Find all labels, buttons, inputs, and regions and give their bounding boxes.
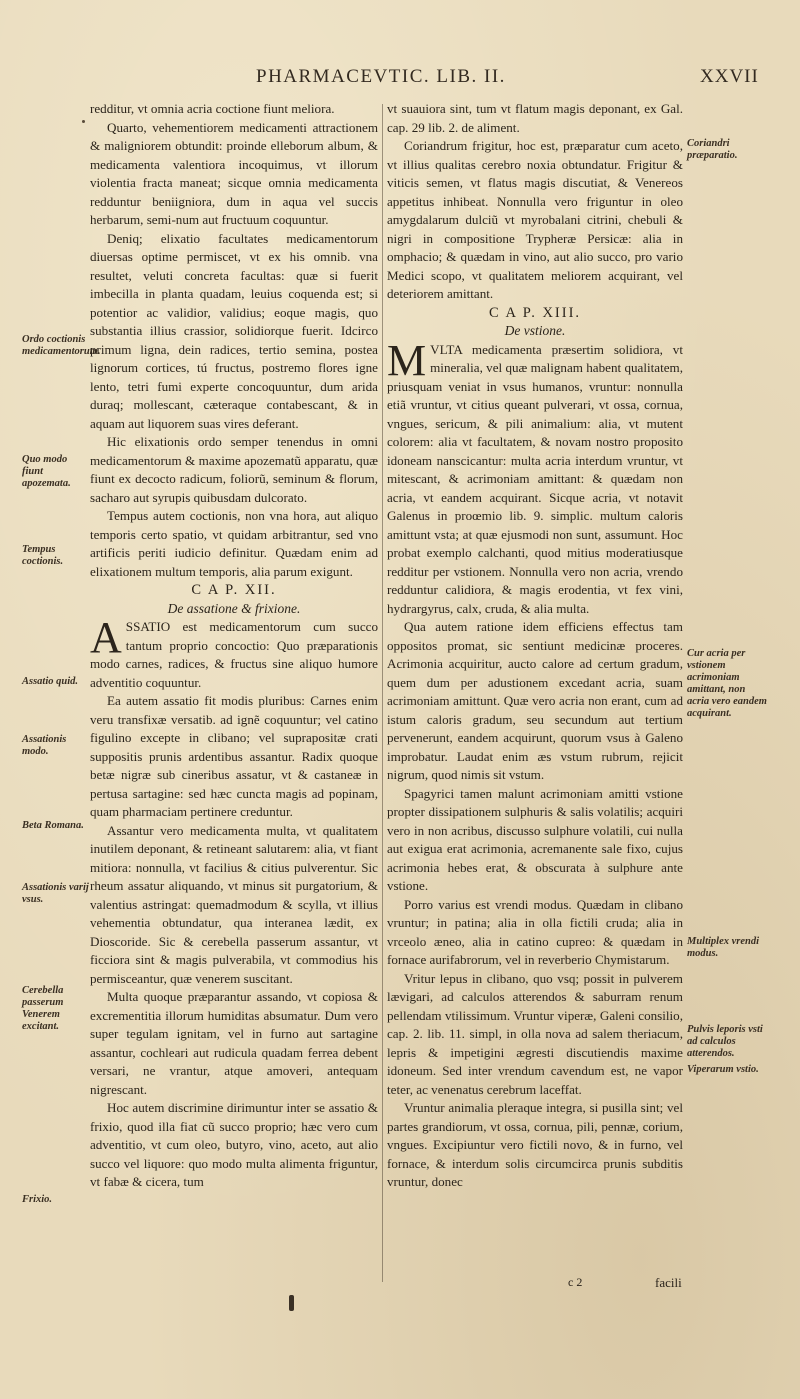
paragraph: vt suauiora sint, tum vt flatum magis deponant, ex Gal. cap. 29 lib. 2. de aliment. <box>387 101 683 135</box>
margin-note-varij: Assationis varij vsus. <box>22 882 89 905</box>
left-column <box>90 100 378 1192</box>
drop-capital: M <box>387 335 427 385</box>
ink-fleck <box>82 120 85 123</box>
paragraph: Vruntur animalia pleraque integra, si pusilla sint; vel partes grandiorum, vt ossa, cornua, pili, pennæ, corium, vngues. Excipiuntur vero fictili novo, & in furno, vel fornace, & interdum solis circumcirca prunis subditis vruntur, donec <box>387 1100 683 1189</box>
margin-note-viperarum: Viperarum vstio. <box>687 1064 759 1075</box>
paragraph: Coriandrum frigitur, hoc est, præparatur cum aceto, vt illius qualitas cerebro noxia obtundatur. Frigitur & viticis semen, vt flatus magis discutiat, & Venereos appetitus inhibeat. Nonnulla vero friguntur in oleo amygdalarum dulciũ vt myrobalani citrini, chebuli & nigri in compositione Trypheræ Persicæ: alia in omphacio; & quædam in vino, aut alio succo, pro vario Medici scopo, vt qualitatem meliorem acquirant, vel deteriorem amittant. <box>387 138 683 301</box>
paragraph-text: VLTA medicamenta præsertim solidiora, vt mineralia, vel quæ malignam habent qualitatem, priusquam veniat in vsus humanos, vruntur: nonnulla etiã vruntur, vt citius queant pulverari, vt ossa, cornua, vngues, sericum, & pili animalium: alia, vt mutent colorem: alia vt facultatem, & novam nostro proposito idoneam nanscicantur: multa acria interdum vruntur, vt mitescant, & acrimoniam amittant: & quædam non acria, vt eandem acquirant. Sicque acria, vt notavit Galenus in proœmio lib. 9. simplic. multum caloris amittunt vsta; at quæ ejusmodi non sunt, assumunt. Hoc probat exemplo calchanti, quod mitius moderatiusque redditur per vstionem. Nonnulla vero non acria, vrendo redduntur calidiora, & magis erodentia, vt fex vini, hydrargyrus, calx, cruda, & alia multa. <box>387 341 683 616</box>
running-title: PHARMACEVTIC. LIB. II. <box>256 66 506 87</box>
ink-mark <box>289 1295 294 1311</box>
chapter-heading: C A P. XIII. <box>488 304 582 321</box>
paragraph: Qua autem ratione idem efficiens effectus tam oppositos promat, sic sentiunt medicinæ proceres. Acrimonia acquiritur, aucto calore ad certum gradum, quem dum per adustionem excedant acria, suam acrimoniam amittunt. Quæ vero acria non erant, cum ad istum caloris gradum, seu secundum aut tertium pervenerunt, eandem acquirunt, quorum vsus à Galeno improbatur. Laudat enim æs vstum rubrum, rejicit nigrum, quod nimis sit vstum. <box>387 619 683 782</box>
margin-note-ordo: Ordo coctionis medicamentorum. <box>22 334 101 357</box>
drop-capital: A <box>90 613 122 662</box>
right-column <box>387 100 683 1192</box>
margin-note-pulvis: Pulvis leporis vsti ad calculos atterendos. <box>687 1024 763 1059</box>
margin-note-beta: Beta Romana. <box>22 820 84 831</box>
paragraph <box>387 335 683 619</box>
paragraph: Hoc autem discrimine dirimuntur inter se assatio & frixio, quod illa fiat cũ succo proprio; hæc vero cum adventitio, vt cum oleo, butyro, vino, aceto, aut alio succo vel liquore: quo modo multa alimenta friguntur, vt fabæ & cicera, tum <box>90 1100 378 1189</box>
column-divider <box>382 104 383 1282</box>
signature-mark: c 2 <box>568 1275 583 1289</box>
chapter-subtitle: De assatione & frixione. <box>167 600 301 616</box>
paragraph: Spagyrici tamen malunt acrimoniam amitti vstione propter dissipationem sulphuris & salis volatilis; acquiri vero in non acribus, discusso sulphure volatili, cui nulla aut exigua erat acrimonia, acremanente sale fixo, cujus acrimonia hebes erat, & obscurata à sulphure ante vstione. <box>387 785 683 893</box>
paragraph: redditur, vt omnia acria coctione fiunt meliora. <box>90 101 335 116</box>
paragraph: Multa quoque præparantur assando, vt copiosa & excrementitia illorum humiditas absumatur. Dum vero super tegulam ignitam, vel in furno aut sartagine assantur, cochleari aut rudicula quadam ferrea debent versari, ne vrantur, atque amoveri, antequam nigrescant. <box>90 989 378 1097</box>
margin-note-frixio: Frixio. <box>22 1194 53 1205</box>
folio-number: XXVII <box>700 66 759 87</box>
paragraph: Quarto, vehementiorem medicamenti attractionem & maligniorem obtundit: proinde elleborum album, & medicamenta valentiora incoquimus, vt illorum violentia fracta maneat; sicque omnia medicamenta redduntur beniigniora, dum in aqua vel succis herbarum, semi-num aut fructuum coquuntur. <box>90 119 378 227</box>
paragraph: Ea autem assatio fit modis pluribus: Carnes enim veru transfixæ versatib. ad ignẽ coquuntur; vel catino figulino excepte in clibano; vel suprapositæ crati suppositis prunis ardentibus assantur. Radix quoque betæ nigræ sub cineribus assatur, vt & castaneæ in pertusa sartagine: sed hæc cuncta magis ad popinam, quam pharmaciam pertinere creduntur. <box>90 693 378 819</box>
margin-note-curacria: Cur acria per vstionem acrimoniam amittant, non acria vero eandem acquirant. <box>687 648 767 719</box>
chapter-subtitle: De vstione. <box>504 323 566 338</box>
margin-note-quomodo: Quo modo fiunt apozemata. <box>22 454 71 489</box>
margin-note-coriandri: Coriandri præparatio. <box>687 138 738 161</box>
paragraph: Vritur lepus in clibano, quo vsq; possit in pulverem lævigari, ad calculos atterendos & saburram renum pellendam vtilissimum. Vruntur viperæ, Galeni consilio, cap. 2. lib. 11. simpl, in olla nova ad salem theriacum, lepris & impetigini ægresti discutiendis maxime idoneum. Sed inter vrendum cavendum est, ne vapor teter, ac venenatus cerebrum laceffat. <box>387 970 683 1097</box>
paragraph: Porro varius est vrendi modus. Quædam in clibano vruntur; in patina; alia in olla fictili cruda; alia in vrceolo æneo, alia in catino cupreo: & quædam in fornace aurifabrorum, vel in reverberio Chymistarum. <box>387 896 683 967</box>
paragraph <box>90 613 378 692</box>
margin-note-assationis: Assationis modo. <box>22 734 67 757</box>
catchword: facili <box>655 1275 682 1290</box>
margin-note-cerebella: Cerebella passerum Venerem excitant. <box>22 985 64 1032</box>
paragraph: Assantur vero medicamenta multa, vt qualitatem inutilem deponant, & retineant salutarem: alia, vt fiant mitiora: nonnulla, vt facilius & citius pulverentur. Sic rheum assatur aliquando, vt minus sit purgatorium, & valentius astringat: quemadmodum & scylla, vt illius vehementia obtundatur, qua interanea lædit, ex Dioscoride. Sic & cerebella passerum assantur, vt ficciora sint & magis pulverabila, vt commodius his permisceantur, quæ venerem suscitant. <box>90 822 378 986</box>
page-header <box>0 66 800 96</box>
chapter-heading: C A P. XII. <box>191 582 277 598</box>
paragraph: Tempus autem coctionis, non vna hora, aut aliquo temporis certo spatio, vt quidam arbitrantur, sed vno artificis periti iudicio definitur. Quædam enim ad elixationem multum temporis, alia parum exigunt. <box>90 508 378 579</box>
margin-note-multiplex: Multiplex vrendi modus. <box>687 936 760 959</box>
margin-note-assatio: Assatio quid. <box>22 676 79 687</box>
paragraph-text: SSATIO est medicamentorum cum succo tantum proprio concoctio: Quo præparationis modo carnes, radices, & fructus sine aliquo humore adventitio coquuntur. <box>90 619 378 690</box>
paragraph: Deniq; elixatio facultates medicamentorum diuersas optime permiscet, vt ex his omnib. vna resultet, veluti concreta facultas: quæ si fuerit imbecilla in planta quadam, leuius coquenda est; si potentior ac validior, validius; eoque magis, quo substantia illius crassior, solidiorque fuerit. Idcirco primum ligna, dein radices, tertio semina, postea lignorum cortices, tú fructus, postremo flores igne lento, tetri fumi experte concoquuntur, dum arida duraq; mollescant, cæteraque contabescant, & in aquam aut liquorem suas vires deferant. <box>90 230 378 431</box>
paragraph: Hic elixationis ordo semper tenendus in omni medicamentorum & maxime apozematũ apparatu, quæ fiunt ex decocto radicum, foliorũ, seminum & florum, sacharo aut syrupis quibusdam dulcorato. <box>90 434 378 505</box>
margin-note-tempus: Tempus coctionis. <box>22 544 64 567</box>
